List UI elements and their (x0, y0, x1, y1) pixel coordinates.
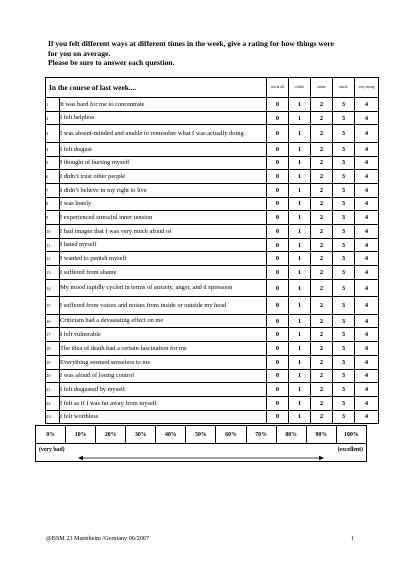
table-row (46, 142, 379, 156)
item-number: 9 (46, 211, 60, 225)
item-text: I felt disgust (60, 142, 267, 156)
rating-option[interactable]: 1 (289, 314, 311, 328)
rating-option[interactable]: 1 (289, 355, 311, 369)
item-text: I felt as if I was far away from myself (60, 396, 267, 410)
rating-option[interactable]: 0 (267, 211, 289, 225)
rating-option[interactable]: 4 (355, 342, 379, 356)
item-number: 7 (46, 183, 60, 197)
rating-option[interactable]: 4 (355, 111, 379, 125)
rating-option[interactable]: 4 (355, 98, 379, 112)
item-number: 15 (46, 297, 60, 315)
rating-option[interactable]: 0 (267, 125, 289, 143)
rating-option[interactable]: 0 (267, 252, 289, 266)
item-number: 18 (46, 342, 60, 356)
item-number: 19 (46, 355, 60, 369)
table-row (46, 410, 379, 424)
table-row (46, 314, 379, 328)
column-header: a little (289, 78, 311, 98)
item-text: I thought of hurting myself (60, 156, 267, 170)
item-number: 13 (46, 266, 60, 280)
item-text: I felt helpless (60, 111, 267, 125)
rating-option[interactable]: 2 (311, 279, 333, 297)
rating-option[interactable]: 4 (355, 238, 379, 252)
table-row (46, 98, 379, 112)
scale-tick[interactable]: 70% (246, 426, 276, 444)
table-row (46, 111, 379, 125)
rating-option[interactable]: 4 (355, 369, 379, 383)
rating-option[interactable]: 0 (267, 170, 289, 184)
item-number: 23 (46, 410, 60, 424)
rating-option[interactable]: 2 (311, 410, 333, 424)
item-number: 11 (46, 238, 60, 252)
rating-option[interactable]: 2 (311, 183, 333, 197)
rating-option[interactable]: 2 (311, 197, 333, 211)
rating-option[interactable]: 3 (333, 125, 355, 143)
rating-option[interactable]: 2 (311, 170, 333, 184)
item-text: I experienced stressful inner tension (60, 211, 267, 225)
item-text: I hated myself (60, 238, 267, 252)
rating-option[interactable]: 2 (311, 314, 333, 328)
item-text: I felt disgusted by myself (60, 383, 267, 397)
table-row (46, 369, 379, 383)
rating-option[interactable]: 3 (333, 410, 355, 424)
rating-option[interactable]: 1 (289, 369, 311, 383)
item-number: 14 (46, 279, 60, 297)
scale-tick[interactable]: 50% (186, 426, 216, 444)
rating-option[interactable]: 2 (311, 142, 333, 156)
rating-option[interactable]: 1 (289, 328, 311, 342)
item-text: I wanted to punish myself (60, 252, 267, 266)
item-number: 12 (46, 252, 60, 266)
rating-option[interactable]: 3 (333, 211, 355, 225)
rating-option[interactable]: 3 (333, 297, 355, 315)
rating-option[interactable]: 4 (355, 266, 379, 280)
rating-option[interactable]: 3 (333, 225, 355, 239)
rating-option[interactable]: 4 (355, 142, 379, 156)
item-text: I felt worthless (60, 410, 267, 424)
rating-option[interactable]: 3 (333, 328, 355, 342)
rating-option[interactable]: 4 (355, 410, 379, 424)
rating-option[interactable]: 4 (355, 396, 379, 410)
rating-option[interactable]: 0 (267, 111, 289, 125)
rating-option[interactable]: 4 (355, 225, 379, 239)
scale-tick[interactable]: 10% (66, 426, 96, 444)
scale-tick[interactable]: 30% (126, 426, 156, 444)
scale-tick[interactable]: 60% (216, 426, 246, 444)
scale-left-label: (very bad) (39, 447, 65, 453)
item-text: I was absent-minded and unable to remember what I was actually doing (60, 125, 267, 143)
item-number: 22 (46, 396, 60, 410)
page-number: 1 (351, 535, 355, 542)
rating-option[interactable]: 0 (267, 383, 289, 397)
rating-option[interactable]: 1 (289, 197, 311, 211)
rating-option[interactable]: 3 (333, 197, 355, 211)
column-header: much (333, 78, 355, 98)
table-row (46, 342, 379, 356)
column-header: not at all (267, 78, 289, 98)
rating-option[interactable]: 0 (267, 183, 289, 197)
rating-option[interactable]: 4 (355, 197, 379, 211)
item-text: I suffered from shame (60, 266, 267, 280)
rating-option[interactable]: 2 (311, 125, 333, 143)
table-row (46, 156, 379, 170)
rating-option[interactable]: 2 (311, 369, 333, 383)
rating-option[interactable]: 2 (311, 225, 333, 239)
rating-option[interactable]: 3 (333, 183, 355, 197)
item-text: I was afraid of losing control (60, 369, 267, 383)
rating-option[interactable]: 3 (333, 111, 355, 125)
rating-option[interactable]: 4 (355, 328, 379, 342)
item-text: The idea of death had a certain fascination for me (60, 342, 267, 356)
rating-option[interactable]: 0 (267, 266, 289, 280)
rating-option[interactable]: 0 (267, 156, 289, 170)
item-number: 20 (46, 369, 60, 383)
item-text: My mood rapidly cycled in terms of anxiety, anger, and d epression (60, 279, 267, 297)
rating-option[interactable]: 2 (311, 266, 333, 280)
rating-option[interactable]: 4 (355, 183, 379, 197)
rating-option[interactable]: 2 (311, 211, 333, 225)
rating-option[interactable]: 3 (333, 142, 355, 156)
rating-option[interactable]: 1 (289, 342, 311, 356)
rating-option[interactable]: 3 (333, 156, 355, 170)
rating-option[interactable]: 0 (267, 297, 289, 315)
scale-tick[interactable]: 0% (36, 426, 66, 444)
rating-option[interactable]: 2 (311, 342, 333, 356)
item-number: 5 (46, 156, 60, 170)
rating-option[interactable]: 1 (289, 225, 311, 239)
scale-tick[interactable]: 80% (276, 426, 306, 444)
item-number: 10 (46, 225, 60, 239)
column-header: rather (311, 78, 333, 98)
scale-ticks-row (36, 426, 367, 444)
item-number: 16 (46, 314, 60, 328)
rating-option[interactable]: 0 (267, 396, 289, 410)
scale-tick[interactable]: 20% (96, 426, 126, 444)
item-text: I was lonely (60, 197, 267, 211)
item-text: Everything seemed senseless to me (60, 355, 267, 369)
table-row (46, 279, 379, 297)
item-text: I didn’t trust other people (60, 170, 267, 184)
rating-option[interactable]: 0 (267, 279, 289, 297)
rating-option[interactable]: 0 (267, 225, 289, 239)
scale-tick[interactable]: 40% (156, 426, 186, 444)
rating-option[interactable]: 0 (267, 98, 289, 112)
double-arrow-icon (78, 455, 324, 461)
rating-option[interactable]: 2 (311, 252, 333, 266)
rating-option[interactable]: 3 (333, 279, 355, 297)
rating-option[interactable]: 1 (289, 111, 311, 125)
rating-option[interactable]: 2 (311, 98, 333, 112)
rating-option[interactable]: 3 (333, 238, 355, 252)
rating-option[interactable]: 0 (267, 197, 289, 211)
rating-option[interactable]: 1 (289, 252, 311, 266)
rating-option[interactable]: 0 (267, 369, 289, 383)
table-row (46, 211, 379, 225)
table-row (46, 355, 379, 369)
rating-option[interactable]: 1 (289, 170, 311, 184)
table-row (46, 225, 379, 239)
rating-option[interactable]: 3 (333, 396, 355, 410)
rating-option[interactable]: 1 (289, 142, 311, 156)
rating-option[interactable]: 4 (355, 383, 379, 397)
rating-option[interactable]: 4 (355, 211, 379, 225)
table-title: In the course of last week.... (46, 78, 267, 98)
item-text: I didn’t believe in my right to live (60, 183, 267, 197)
rating-option[interactable]: 1 (289, 125, 311, 143)
rating-option[interactable]: 0 (267, 355, 289, 369)
rating-option[interactable]: 2 (311, 156, 333, 170)
rating-option[interactable]: 1 (289, 383, 311, 397)
item-number: 6 (46, 170, 60, 184)
rating-option[interactable]: 0 (267, 314, 289, 328)
table-row (46, 328, 379, 342)
table-row (46, 170, 379, 184)
rating-option[interactable]: 2 (311, 238, 333, 252)
rating-option[interactable]: 4 (355, 355, 379, 369)
instructions-line-1: If you felt different ways at different times in the week, give a rating for how things were (48, 39, 334, 48)
scale-bar[interactable] (35, 442, 367, 462)
rating-option[interactable]: 3 (333, 314, 355, 328)
table-row (46, 266, 379, 280)
instructions (48, 39, 378, 68)
rating-option[interactable]: 2 (311, 328, 333, 342)
instructions-line-3: Please be sure to answer each question. (48, 58, 175, 68)
item-number: 2 (46, 111, 60, 125)
rating-option[interactable]: 0 (267, 342, 289, 356)
rating-option[interactable]: 3 (333, 252, 355, 266)
rating-option[interactable]: 1 (289, 279, 311, 297)
rating-option[interactable]: 4 (355, 314, 379, 328)
rating-option[interactable]: 4 (355, 297, 379, 315)
item-number: 17 (46, 328, 60, 342)
rating-option[interactable]: 1 (289, 98, 311, 112)
rating-option[interactable]: 3 (333, 266, 355, 280)
table-row (46, 197, 379, 211)
table-row (46, 252, 379, 266)
footer-text: @BSM 23 Mannheim /Germany 06/2007 (46, 535, 149, 542)
item-number: 1 (46, 98, 60, 112)
rating-option[interactable]: 1 (289, 238, 311, 252)
rating-option[interactable]: 4 (355, 170, 379, 184)
rating-option[interactable]: 0 (267, 142, 289, 156)
rating-option[interactable]: 1 (289, 156, 311, 170)
item-number: 21 (46, 383, 60, 397)
item-number: 3 (46, 125, 60, 143)
rating-option[interactable]: 2 (311, 111, 333, 125)
rating-option[interactable]: 2 (311, 297, 333, 315)
rating-option[interactable]: 2 (311, 355, 333, 369)
rating-option[interactable]: 3 (333, 170, 355, 184)
table-row (46, 383, 379, 397)
rating-option[interactable]: 1 (289, 396, 311, 410)
column-header: very strong (355, 78, 379, 98)
rating-option[interactable]: 0 (267, 328, 289, 342)
table-header-row (46, 78, 379, 98)
rating-option[interactable]: 3 (333, 342, 355, 356)
rating-option[interactable]: 4 (355, 252, 379, 266)
table-row (46, 396, 379, 410)
rating-option[interactable]: 1 (289, 297, 311, 315)
item-text: I suffered from voices and noises from inside or outside my head (60, 297, 267, 315)
item-number: 8 (46, 197, 60, 211)
scale-tick[interactable]: 100% (336, 426, 366, 444)
item-number: 4 (46, 142, 60, 156)
table-row (46, 183, 379, 197)
rating-option[interactable]: 0 (267, 238, 289, 252)
rating-option[interactable]: 3 (333, 355, 355, 369)
rating-option[interactable]: 3 (333, 383, 355, 397)
item-text: I felt vulnerable (60, 328, 267, 342)
table-row (46, 125, 379, 143)
rating-option[interactable]: 4 (355, 125, 379, 143)
rating-option[interactable]: 1 (289, 211, 311, 225)
rating-option[interactable]: 0 (267, 410, 289, 424)
questionnaire-table (45, 77, 379, 424)
rating-option[interactable]: 1 (289, 410, 311, 424)
rating-option[interactable]: 2 (311, 383, 333, 397)
item-text: I had images that I was very much afraid of (60, 225, 267, 239)
scale-tick[interactable]: 90% (306, 426, 336, 444)
rating-option[interactable]: 1 (289, 266, 311, 280)
rating-option[interactable]: 3 (333, 98, 355, 112)
item-text: It was hard for me to concentrate (60, 98, 267, 112)
rating-option[interactable]: 1 (289, 183, 311, 197)
item-text: Criticism had a devastating effect on me (60, 314, 267, 328)
rating-option[interactable]: 4 (355, 156, 379, 170)
instructions-line-2: for you on average. (48, 48, 111, 58)
rating-option[interactable]: 3 (333, 369, 355, 383)
table-row (46, 297, 379, 315)
scale-right-label: (excellent) (337, 447, 363, 453)
rating-option[interactable]: 2 (311, 396, 333, 410)
table-row (46, 238, 379, 252)
rating-option[interactable]: 4 (355, 279, 379, 297)
